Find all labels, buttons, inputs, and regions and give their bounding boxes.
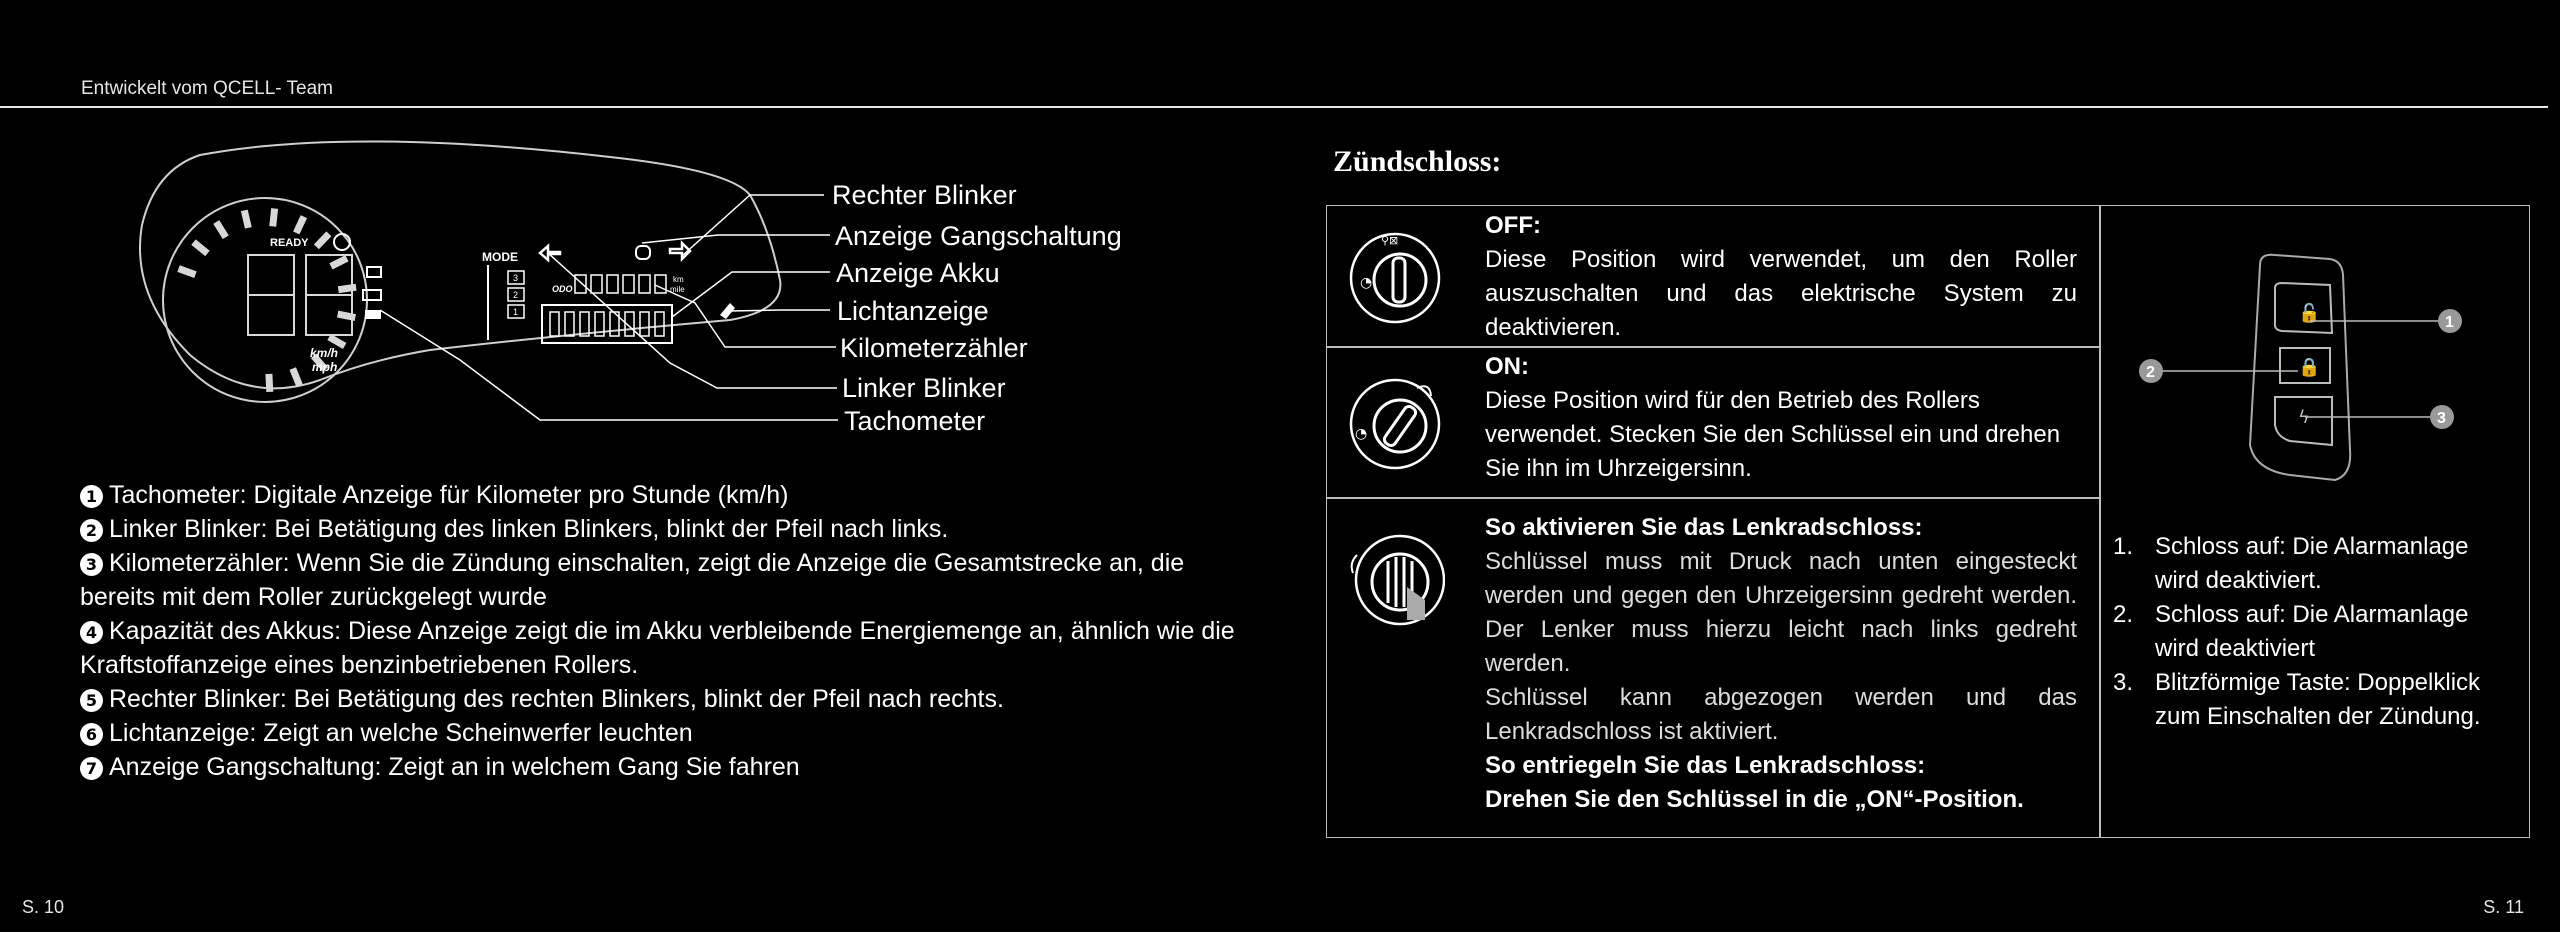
speed-segment bbox=[216, 222, 226, 237]
legend-text: Linker Blinker: Bei Betätigung des linken Blinkers, blinkt der Pfeil nach links. bbox=[109, 515, 949, 543]
callout-lichtanzeige: Lichtanzeige bbox=[837, 296, 989, 326]
svg-text:3: 3 bbox=[2437, 410, 2446, 427]
lock-heading: So aktivieren Sie das Lenkradschloss: bbox=[1485, 514, 1923, 541]
legend-text: Tachometer: Digitale Anzeige für Kilometer pro Stunde (km/h) bbox=[109, 481, 789, 509]
svg-text:⚲⊠: ⚲⊠ bbox=[1381, 234, 1399, 247]
off-text: Diese Position wird verwendet, um den Roller auszuschalten und das elektrische System zu deaktivieren. bbox=[1485, 246, 2077, 341]
odo-label: ODO bbox=[552, 284, 573, 294]
header-divider bbox=[0, 106, 2548, 108]
battery-cell bbox=[655, 312, 664, 336]
table-row-divider bbox=[1326, 497, 2099, 499]
lock-icon: 🔒 bbox=[2298, 357, 2321, 378]
svg-text:1: 1 bbox=[2445, 314, 2454, 331]
table-column-divider bbox=[2099, 205, 2101, 838]
km-label: km bbox=[673, 275, 684, 284]
battery-cell bbox=[640, 312, 649, 336]
legend-text: Anzeige Gangschaltung: Zeigt an in welchem Gang Sie fahren bbox=[109, 753, 800, 781]
battery-cell bbox=[565, 312, 574, 336]
unlock-heading: So entriegeln Sie das Lenkradschloss: bbox=[1485, 752, 1926, 779]
legend-item bbox=[80, 512, 1240, 546]
table-row-divider bbox=[1326, 346, 2099, 348]
legend-number: 6 bbox=[80, 723, 103, 746]
mode-3: 3 bbox=[513, 273, 519, 283]
callout-akku: Anzeige Akku bbox=[836, 258, 1000, 288]
legend-item bbox=[80, 478, 1240, 512]
brake-icon bbox=[334, 234, 350, 250]
remote-list-item: 1. Schloss auf: Die Alarmanlage wird deaktiviert. bbox=[2113, 533, 2469, 594]
headlight-icon bbox=[636, 246, 650, 259]
mode-label: MODE bbox=[482, 250, 518, 264]
odometer-digit bbox=[623, 275, 634, 293]
on-heading: ON: bbox=[1485, 353, 1529, 380]
speed-segment bbox=[329, 337, 345, 346]
remote-item-text: Blitzförmige Taste: Doppelklick zum Einschalten der Zündung. bbox=[2155, 669, 2481, 730]
dashboard-diagram bbox=[130, 135, 1160, 445]
legend-text: Rechter Blinker: Bei Betätigung des rechten Blinkers, blinkt der Pfeil nach rechts. bbox=[109, 685, 1004, 713]
speed-segment bbox=[338, 287, 356, 290]
steering-lock-icon bbox=[1345, 525, 1445, 645]
odometer-digit bbox=[591, 275, 602, 293]
lightning-icon: ϟ bbox=[2298, 407, 2310, 428]
legend-item bbox=[80, 546, 1240, 614]
speed-segment bbox=[194, 242, 208, 253]
battery-cells bbox=[550, 312, 664, 336]
on-text: Diese Position wird für den Betrieb des Rollers verwendet. Stecken Sie den Schlüssel ein und drehen Sie ihn im Uhrzeigersinn. bbox=[1485, 387, 2061, 482]
odometer-digit bbox=[575, 275, 586, 293]
legend-number: 4 bbox=[80, 621, 103, 644]
legend-item bbox=[80, 716, 1240, 750]
speed-segment bbox=[179, 269, 196, 275]
battery-bar bbox=[542, 305, 672, 343]
lock-open-icon: 🔓 bbox=[2298, 303, 2321, 324]
odometer-digit bbox=[655, 275, 666, 293]
legend-item bbox=[80, 750, 1240, 784]
remote-list-item: 2. Schloss auf: Die Alarmanlage wird deaktiviert bbox=[2113, 601, 2469, 662]
speed-segment bbox=[331, 258, 347, 266]
battery-cell bbox=[550, 312, 559, 336]
section-title: Zündschloss: bbox=[1333, 145, 1502, 178]
mode-1: 1 bbox=[513, 307, 519, 317]
legend-text: Lichtanzeige: Zeigt an welche Scheinwerfer leuchten bbox=[109, 719, 693, 747]
speed-segment bbox=[296, 217, 304, 233]
speed-segment bbox=[273, 209, 275, 227]
speed-segment bbox=[244, 210, 248, 228]
left-arrow-icon bbox=[540, 246, 560, 260]
mode-2: 2 bbox=[513, 290, 519, 300]
callout-kilometerzaehler: Kilometerzähler bbox=[840, 333, 1028, 363]
odometer-digit bbox=[607, 275, 618, 293]
mile-label: mile bbox=[670, 285, 685, 294]
legend-number: 7 bbox=[80, 757, 103, 780]
page-number-left: S. 10 bbox=[22, 897, 65, 917]
battery-warning-icon bbox=[367, 267, 381, 277]
lock-text: Schlüssel muss mit Druck nach unten eingesteckt werden und gegen den Uhrzeigersinn gedreht werden. Der Lenker muss hierzu leicht nach links gedreht werden. bbox=[1485, 548, 2077, 677]
dashboard-legend bbox=[80, 478, 1240, 784]
mph-label: mph bbox=[312, 360, 338, 374]
odometer-digit bbox=[639, 275, 650, 293]
legend-number: 3 bbox=[80, 553, 103, 576]
key-switch-off-icon bbox=[1345, 222, 1445, 330]
key-switch-on-icon bbox=[1345, 368, 1445, 476]
legend-text: Kapazität des Akkus: Diese Anzeige zeigt die im Akku verbleibende Energiemenge an, ähnlich wie die Kraftstoffanzeige eines benzinbetriebenen Rollers. bbox=[80, 617, 1235, 679]
svg-text:◔: ◔ bbox=[1355, 426, 1368, 442]
remote-list-item: 3. Blitzförmige Taste: Doppelklick zum Einschalten der Zündung. bbox=[2113, 669, 2481, 730]
lock-removed-text: Schlüssel kann abgezogen werden und das Lenkradschloss ist aktiviert. bbox=[1485, 684, 2077, 745]
remote-item-text: Schloss auf: Die Alarmanlage wird deaktiviert. bbox=[2155, 533, 2469, 594]
callout-lines bbox=[380, 195, 838, 420]
remote-list bbox=[2113, 530, 2513, 734]
callout-linker-blinker: Linker Blinker bbox=[842, 373, 1006, 403]
legend-item bbox=[80, 682, 1240, 716]
svg-text:2: 2 bbox=[2146, 364, 2155, 381]
speed-segment bbox=[293, 369, 300, 386]
unlock-text: Drehen Sie den Schlüssel in die „ON“-Position. bbox=[1485, 786, 2024, 813]
temp-icon bbox=[365, 310, 381, 319]
header-team: Entwickelt vom QCELL- Team bbox=[81, 78, 334, 99]
speed-segment bbox=[269, 374, 270, 392]
speed-segment bbox=[316, 234, 329, 247]
legend-number: 2 bbox=[80, 519, 103, 542]
legend-number: 5 bbox=[80, 689, 103, 712]
kmh-label: km/h bbox=[310, 346, 339, 360]
legend-text: Kilometerzähler: Wenn Sie die Zündung einschalten, zeigt die Anzeige die Gesamtstrecke an, die bereits mit dem Roller zurückgelegt wurde bbox=[80, 549, 1185, 611]
remote-key-diagram bbox=[2130, 245, 2500, 495]
callout-tachometer: Tachometer bbox=[844, 406, 986, 436]
legend-item bbox=[80, 614, 1240, 682]
callout-gangschaltung: Anzeige Gangschaltung bbox=[835, 221, 1122, 251]
svg-text:◔: ◔ bbox=[1360, 275, 1373, 291]
page-number-right: S. 11 bbox=[2483, 897, 2524, 917]
callout-rechter-blinker: Rechter Blinker bbox=[832, 180, 1017, 210]
legend-number: 1 bbox=[80, 485, 103, 508]
ready-label: READY bbox=[270, 237, 309, 249]
off-heading: OFF: bbox=[1485, 212, 1541, 239]
remote-item-text: Schloss auf: Die Alarmanlage wird deaktiviert bbox=[2155, 601, 2469, 662]
dashboard-outline bbox=[140, 141, 780, 388]
